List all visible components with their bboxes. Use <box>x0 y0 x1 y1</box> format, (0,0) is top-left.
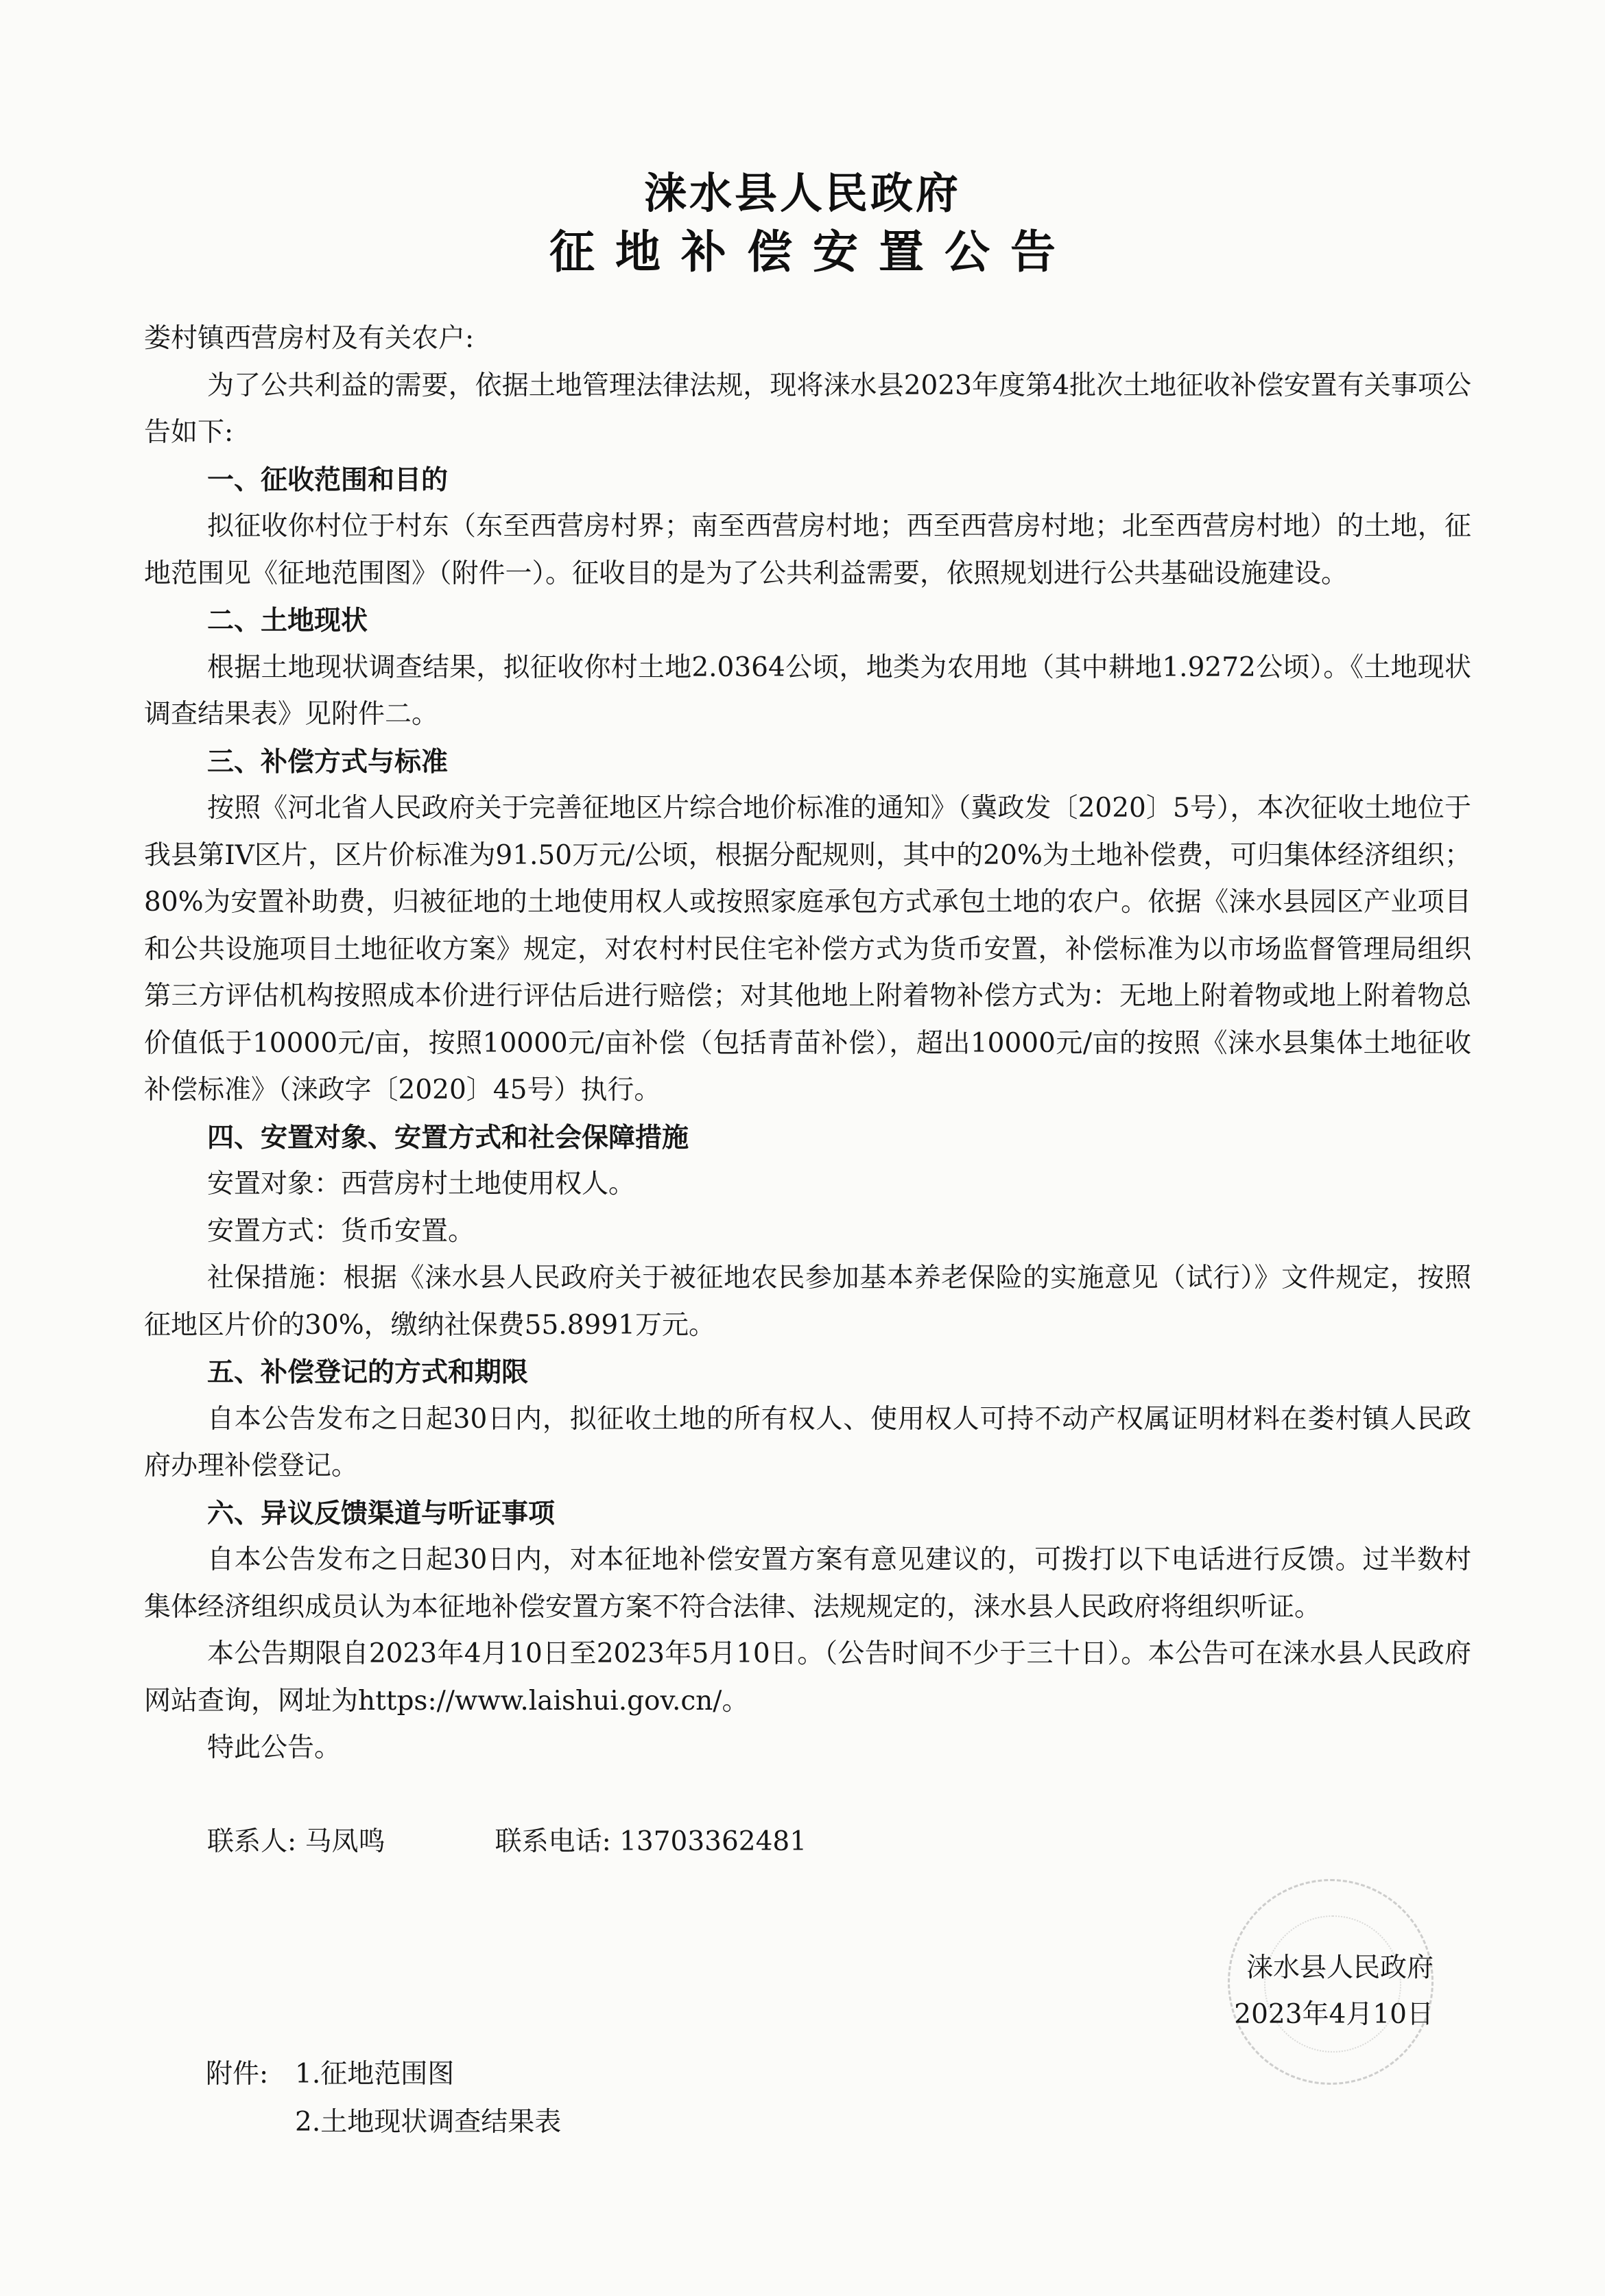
signature-date: 2023年4月10日 <box>1234 1999 1434 2030</box>
section-paragraph: 本公告期限自2023年4月10日至2023年5月10日。（公告时间不少于三十日）。本公告可在涞水县人民政府网站查询，网址为https://www.laishui.gov.cn/。 <box>144 1638 1471 1717</box>
section-paragraph: 自本公告发布之日起30日内，拟征收土地的所有权人、使用权人可持不动产权属证明材料在娄村镇人民政府办理补偿登记。 <box>144 1403 1471 1481</box>
addressee: 娄村镇西营房村及有关农户: <box>144 323 475 354</box>
section-title-land-status: 二、土地现状 <box>207 605 368 636</box>
section-paragraph: 拟征收你村位于村东（东至西营房村界；南至西营房村地；西至西营房村地；北至西营房村地）的土地，征地范围见《征地范围图》（附件一）。征收目的是为了公共利益需要，依照规划进行公共基础设施建设。 <box>144 511 1471 589</box>
section-title-scope: 一、征收范围和目的 <box>207 464 449 496</box>
attachment-item: 2.土地现状调查结果表 <box>295 2107 562 2138</box>
notice-title: 征地补偿安置公告 <box>549 225 1076 278</box>
section-title-compensation: 三、补偿方式与标准 <box>207 745 449 778</box>
attachments-label: 附件: <box>206 2059 269 2090</box>
contact-line <box>144 1819 1471 1866</box>
signature-org: 涞水县人民政府 <box>1246 1952 1434 1983</box>
section-paragraph: 安置方式：货币安置。 <box>207 1215 475 1247</box>
contact-phone: 13703362481 <box>619 1826 807 1857</box>
section-paragraph: 自本公告发布之日起30日内，对本征地补偿安置方案有意见建议的，可拨打以下电话进行反馈。过半数村集体经济组织成员认为本征地补偿安置方案不符合法律、法规规定的，涞水县人民政府将组织听证。 <box>144 1544 1471 1623</box>
contact-phone-label: 联系电话: <box>495 1826 611 1857</box>
contact-person-label: 联系人: <box>207 1826 297 1857</box>
notice-body <box>144 315 1471 1865</box>
issuer-title: 涞水县人民政府 <box>643 168 961 218</box>
section-paragraph: 安置对象：西营房村土地使用权人。 <box>207 1169 636 1199</box>
contact-person: 马凤鸣 <box>305 1826 385 1857</box>
section-paragraph: 根据土地现状调查结果，拟征收你村土地2.0364公顷，地类为农用地（其中耕地1.9272公顷）。《土地现状调查结果表》见附件二。 <box>144 651 1471 730</box>
attachments-block <box>206 2050 561 2146</box>
section-title-resettlement: 四、安置对象、安置方式和社会保障措施 <box>207 1121 689 1153</box>
section-title-registration: 五、补偿登记的方式和期限 <box>207 1356 529 1388</box>
section-title-objection: 六、异议反馈渠道与听证事项 <box>207 1497 556 1529</box>
intro-paragraph: 为了公共利益的需要，依据土地管理法律法规，现将涞水县2023年度第4批次土地征收补偿安置有关事项公告如下: <box>144 370 1471 448</box>
closing-line: 特此公告。 <box>207 1732 342 1763</box>
spacer <box>144 1772 1471 1819</box>
section-paragraph: 按照《河北省人民政府关于完善征地区片综合地价标准的通知》（冀政发〔2020〕5号），本次征收土地位于我县第IV区片，区片价标准为91.50万元/公顷，根据分配规则，其中的20%为土地补偿费，可归集体经济组织；80%为安置补助费，归被征地的土地使用权人或按照家庭承包方式承包土地的农户。依据《涞水县园区产业项目和公共设施项目土地征收方案》规定，对农村村民住宅补偿方式为货币安置，补偿标准为以市场监督管理局组织第三方评估机构按照成本价进行评估后进行赔偿；对其他地上附着物补偿方式为：无地上附着物或地上附着物总价值低于10000元/亩，按照10000元/亩补偿（包括青苗补偿），超出10000元/亩的按照《涞水县集体土地征收补偿标准》（涞政字〔2020〕45号）执行。 <box>144 793 1471 1105</box>
signature-block <box>1207 1945 1434 2038</box>
section-paragraph: 社保措施：根据《涞水县人民政府关于被征地农民参加基本养老保险的实施意见（试行）》文件规定，按照征地区片价的30%，缴纳社保费55.8991万元。 <box>144 1263 1471 1341</box>
attachment-item: 1.征地范围图 <box>295 2059 455 2090</box>
